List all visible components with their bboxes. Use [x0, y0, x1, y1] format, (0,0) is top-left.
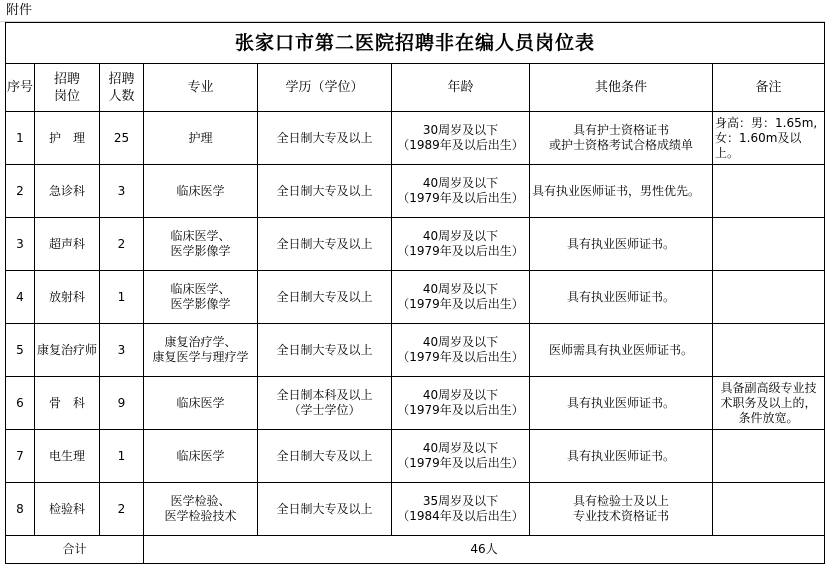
cell-age: 40周岁及以下 （1979年及以后出生） [392, 377, 530, 430]
cell-index: 7 [6, 430, 35, 483]
cell-other: 医师需具有执业医师证书。 [530, 324, 713, 377]
cell-position: 康复治疗师 [35, 324, 100, 377]
header-other: 其他条件 [530, 64, 713, 112]
total-label: 合计 [6, 536, 144, 564]
table-row [6, 430, 825, 483]
table-row [6, 218, 825, 271]
cell-position: 护 理 [35, 112, 100, 165]
cell-position: 电生理 [35, 430, 100, 483]
header-education: 学历（学位） [258, 64, 392, 112]
cell-age: 40周岁及以下 （1979年及以后出生） [392, 430, 530, 483]
cell-other: 具有执业医师证书。 [530, 430, 713, 483]
header-index: 序号 [6, 64, 35, 112]
total-value: 46人 [144, 536, 825, 564]
header-remark: 备注 [713, 64, 825, 112]
cell-position: 超声科 [35, 218, 100, 271]
cell-remark [713, 483, 825, 536]
cell-position: 放射科 [35, 271, 100, 324]
cell-education: 全日制大专及以上 [258, 112, 392, 165]
table-row [6, 324, 825, 377]
cell-education: 全日制大专及以上 [258, 324, 392, 377]
cell-count: 25 [100, 112, 144, 165]
header-age: 年龄 [392, 64, 530, 112]
cell-count: 2 [100, 218, 144, 271]
cell-count: 2 [100, 483, 144, 536]
cell-major: 护理 [144, 112, 258, 165]
attachment-label: 附件 [0, 0, 825, 22]
cell-other: 具有执业医师证书，男性优先。 [530, 165, 713, 218]
cell-index: 4 [6, 271, 35, 324]
cell-major: 临床医学、 医学影像学 [144, 271, 258, 324]
cell-education: 全日制大专及以上 [258, 483, 392, 536]
cell-remark [713, 218, 825, 271]
cell-index: 3 [6, 218, 35, 271]
cell-other: 具有护士资格证书 或护士资格考试合格成绩单 [530, 112, 713, 165]
cell-index: 2 [6, 165, 35, 218]
cell-age: 40周岁及以下 （1979年及以后出生） [392, 324, 530, 377]
cell-education: 全日制大专及以上 [258, 271, 392, 324]
header-row [6, 64, 825, 112]
cell-count: 3 [100, 324, 144, 377]
cell-position: 检验科 [35, 483, 100, 536]
table-row [6, 112, 825, 165]
cell-count: 3 [100, 165, 144, 218]
cell-major: 康复治疗学、 康复医学与理疗学 [144, 324, 258, 377]
cell-position: 骨 科 [35, 377, 100, 430]
cell-age: 40周岁及以下 （1979年及以后出生） [392, 165, 530, 218]
table-title: 张家口市第二医院招聘非在编人员岗位表 [6, 23, 825, 64]
cell-other: 具有执业医师证书。 [530, 271, 713, 324]
header-position: 招聘 岗位 [35, 64, 100, 112]
cell-major: 医学检验、 医学检验技术 [144, 483, 258, 536]
cell-age: 30周岁及以下 （1989年及以后出生） [392, 112, 530, 165]
table-row [6, 483, 825, 536]
cell-index: 8 [6, 483, 35, 536]
header-count: 招聘 人数 [100, 64, 144, 112]
cell-other: 具有执业医师证书。 [530, 377, 713, 430]
cell-age: 40周岁及以下 （1979年及以后出生） [392, 218, 530, 271]
cell-remark: 具备副高级专业技 术职务及以上的， 条件放宽。 [713, 377, 825, 430]
recruitment-table [5, 22, 825, 564]
cell-education: 全日制大专及以上 [258, 165, 392, 218]
header-major: 专业 [144, 64, 258, 112]
table-row [6, 165, 825, 218]
cell-remark [713, 165, 825, 218]
cell-remark [713, 430, 825, 483]
cell-index: 5 [6, 324, 35, 377]
cell-major: 临床医学 [144, 377, 258, 430]
cell-education: 全日制本科及以上 （学士学位） [258, 377, 392, 430]
cell-count: 1 [100, 271, 144, 324]
cell-education: 全日制大专及以上 [258, 430, 392, 483]
cell-education: 全日制大专及以上 [258, 218, 392, 271]
cell-index: 1 [6, 112, 35, 165]
table-row [6, 377, 825, 430]
cell-other: 具有检验士及以上 专业技术资格证书 [530, 483, 713, 536]
cell-remark [713, 271, 825, 324]
cell-count: 9 [100, 377, 144, 430]
cell-major: 临床医学 [144, 430, 258, 483]
cell-age: 40周岁及以下 （1979年及以后出生） [392, 271, 530, 324]
cell-other: 具有执业医师证书。 [530, 218, 713, 271]
cell-major: 临床医学、 医学影像学 [144, 218, 258, 271]
cell-age: 35周岁及以下 （1984年及以后出生） [392, 483, 530, 536]
cell-remark [713, 324, 825, 377]
table-row [6, 271, 825, 324]
cell-index: 6 [6, 377, 35, 430]
cell-major: 临床医学 [144, 165, 258, 218]
cell-remark: 身高：男：1.65m, 女：1.60m及以上。 [713, 112, 825, 165]
cell-count: 1 [100, 430, 144, 483]
cell-position: 急诊科 [35, 165, 100, 218]
total-row [6, 536, 825, 564]
